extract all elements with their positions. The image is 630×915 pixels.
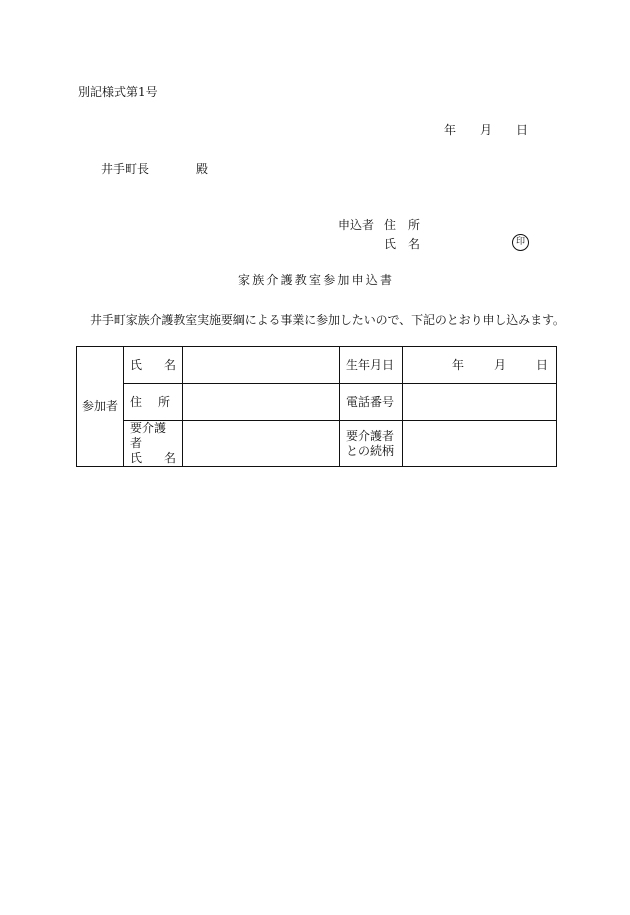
relation-label-cell [340,421,403,467]
birth-year: 年 [451,357,464,372]
applicant-address-label: 住 所 [384,218,421,232]
seal-text: 印 [515,237,525,247]
care-person-label-cell [124,421,183,467]
name-label-cell [124,347,183,384]
relation-label-line2: との続柄 [346,443,395,458]
addressee-honorific: 殿 [196,162,209,176]
form-number: 別記様式第1号 [78,85,158,99]
date-month: 月 [480,123,493,137]
birth-month: 月 [493,357,506,372]
care-person-label-2b: 名 [163,451,176,465]
phone-label: 電話番号 [340,384,403,421]
seal-mark [512,234,529,251]
participant-section-label: 参加者 [77,347,124,467]
birthdate-label: 生年月日 [340,347,403,384]
intro-text: 井手町家族介護教室実施要綱による事業に参加したいので、下記のとおり申し込みます。 [90,313,565,327]
name-label-1: 氏 [130,357,143,372]
table-row [77,384,557,421]
address-label-cell [124,384,183,421]
phone-input-cell[interactable] [403,384,557,421]
care-person-label-2a: 氏 [130,451,143,465]
address-input-cell[interactable] [183,384,340,421]
participant-table [76,346,557,467]
birth-day: 日 [535,357,548,372]
submission-date [444,124,528,136]
name-input-cell[interactable] [183,347,340,384]
relation-input-cell[interactable] [403,421,557,467]
date-day: 日 [516,123,529,137]
address-label-1: 住 [130,394,143,409]
table-row [77,421,557,467]
applicant-name-label: 氏 名 [384,237,421,251]
relation-label-line1: 要介護者 [346,428,395,443]
birthdate-input-cell[interactable] [403,347,557,384]
name-label-2: 名 [163,357,176,372]
care-person-input-cell[interactable] [183,421,340,467]
table-row [77,347,557,384]
care-person-label-line1: 要介護者 [130,421,167,450]
address-label-2: 所 [157,394,170,409]
addressee-name: 井手町長 [101,162,150,176]
applicant-label: 申込者 [338,218,375,232]
date-year: 年 [444,123,457,137]
document-title: 家族介護教室参加申込書 [238,273,395,287]
